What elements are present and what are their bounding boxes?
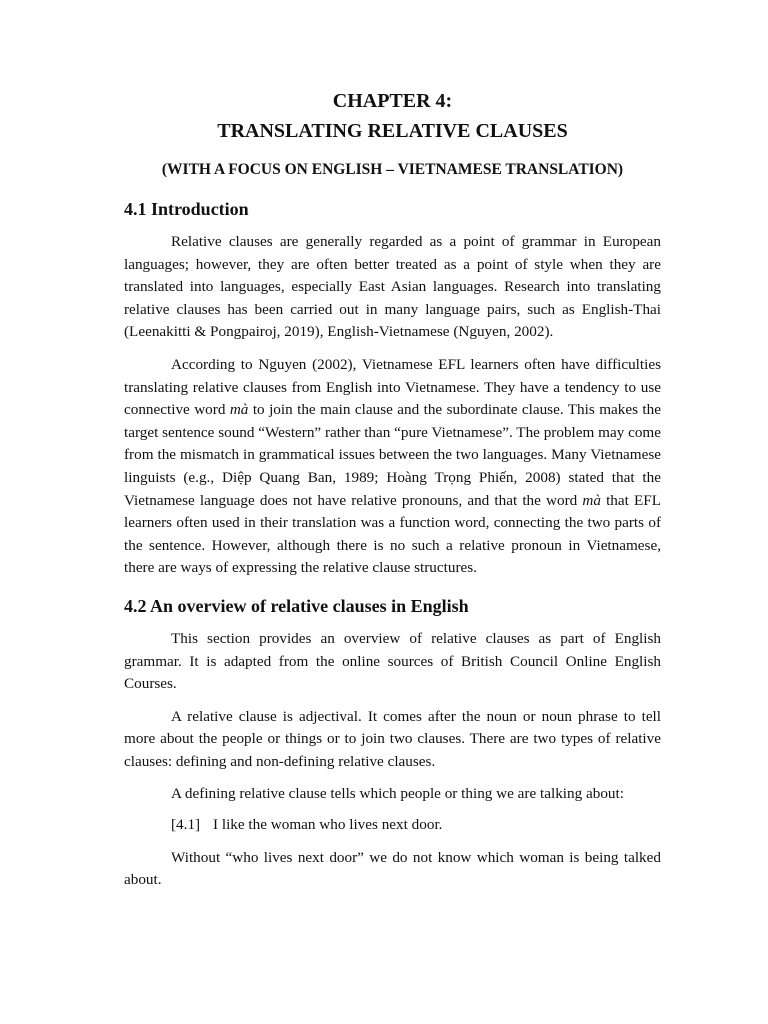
chapter-subtitle: (WITH A FOCUS ON ENGLISH – VIETNAMESE TRANSLATION) xyxy=(161,161,624,178)
intro-paragraph-2 xyxy=(124,354,661,580)
intro-paragraph-2-text-c: that EFL learners often used in their translation was a function word, connecting the two parts of the sentence. However, although there is no such a relative pronoun in Vietnamese, there are ways of expressing the relative clause structures. xyxy=(124,491,661,577)
intro-paragraph-2-text-b: to join the main clause and the subordinate clause. This makes the target sentence sound “Western” rather than “pure Vietnamese”. The problem may come from the mismatch in grammatical issues between the two languages. Many Vietnamese linguists (e.g., Diệp Quang Ban, 1989; Hoàng Trọng Phiến, 2008) stated that the Vietnamese language does not have relative pronouns, and that the word xyxy=(124,401,661,509)
example-text: I like the woman who lives next door. xyxy=(213,816,443,834)
example-sentence xyxy=(171,814,661,837)
chapter-name: TRANSLATING RELATIVE CLAUSES xyxy=(217,120,568,142)
overview-paragraph-3: A defining relative clause tells which people or thing we are talking about: xyxy=(171,785,624,803)
chapter-number: CHAPTER 4: xyxy=(332,90,453,112)
vietnamese-word-ma: mà xyxy=(582,491,601,509)
intro-paragraph-1: Relative clauses are generally regarded as a point of grammar in European languages; however, they are often better treated as a point of style when they are translated into languages, especially East Asian languages. Research into translating relative clauses has been carried out in many language pairs, such as English-Thai (Leenakitti & Pongpairoj, 2019), English-Vietnamese (Nguyen, 2002). xyxy=(124,233,661,341)
vietnamese-word-ma: mà xyxy=(229,401,249,419)
overview-paragraph-4: Without “who lives next door” we do not know which woman is being talked about. xyxy=(124,848,661,889)
section-heading-overview: 4.2 An overview of relative clauses in English xyxy=(124,595,469,616)
example-number: [4.1] xyxy=(171,816,201,834)
overview-paragraph-2: A relative clause is adjectival. It comes after the noun or noun phrase to tell more about the people or things or to join two clauses. There are two types of relative clauses: defining and non-defining relative clauses. xyxy=(124,707,661,770)
section-heading-introduction: 4.1 Introduction xyxy=(124,199,249,219)
document-page xyxy=(124,86,661,892)
intro-paragraph-2-text-a: According to Nguyen (2002), Vietnamese EFL learners often have difficulties translating relative clauses from English into Vietnamese. They have a tendency to use connective word xyxy=(124,355,661,419)
chapter-title xyxy=(124,86,661,146)
overview-paragraph-1: This section provides an overview of relative clauses as part of English grammar. It is adapted from the online sources of British Council Online English Courses. xyxy=(124,629,661,693)
